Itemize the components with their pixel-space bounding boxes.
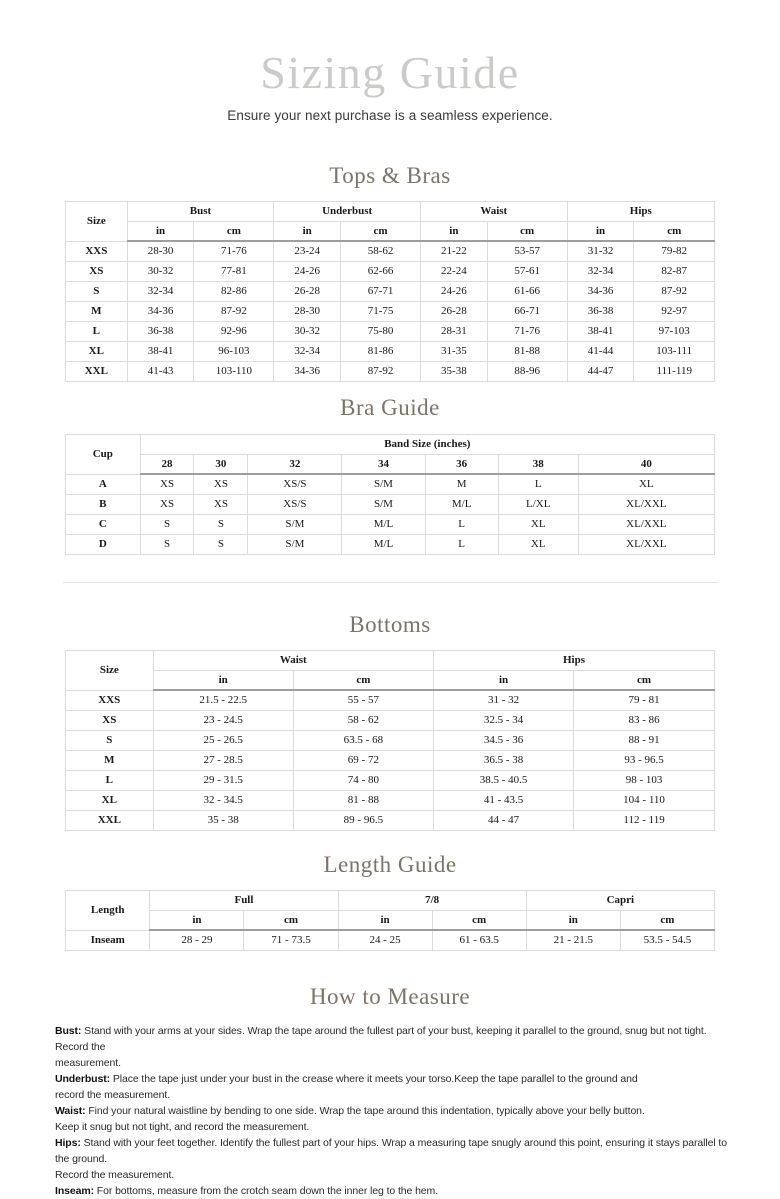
table-cell: S [140,514,194,534]
table-cell: 22-24 [420,261,487,281]
measure-item: Inseam: For bottoms, measure from the crotch seam down the inner leg to the hem. [55,1184,439,1197]
table-group-header: Underbust [274,201,421,221]
table-cell: L [498,474,578,494]
table-cell: M/L [342,534,425,554]
table-subheader-cell: in [150,910,244,930]
table-subheader-cell: in [420,221,487,241]
table-subheader-cell: cm [574,670,715,690]
table-cell: 24-26 [274,261,341,281]
table-cell: XS/S [248,474,342,494]
page-subtitle: Ensure your next purchase is a seamless experience. [227,107,553,123]
table-cell: 61-66 [487,281,567,301]
table-cell: 71-76 [487,321,567,341]
table-cell: 71 - 73.5 [244,930,338,950]
table-cell: 111-119 [634,361,715,381]
table-cell: 53.5 - 54.5 [620,930,714,950]
table-cell: 44-47 [567,361,634,381]
table-cell: 36-38 [127,321,194,341]
table-row [66,730,715,750]
section-heading-length-guide: Length Guide [323,851,457,877]
table-cell: 66-71 [487,301,567,321]
table-row [66,810,715,830]
table-subheader-row [66,454,715,474]
length-guide-table [65,890,715,951]
table-corner-header: Size [66,650,154,690]
table-cell: 81-86 [341,341,421,361]
section-bottoms [0,612,780,831]
section-heading-bottoms: Bottoms [349,611,431,637]
table-cell: 98 - 103 [574,770,715,790]
table-cell: 69 - 72 [293,750,433,770]
table-cell: L [425,514,498,534]
measure-item: Hips: Stand with your feet together. Identify the fullest part of your hips. Wrap a measuring tape snugly around this point, ensuring it stays parallel to the ground. Record the measurement. [55,1136,727,1181]
table-cell: 32-34 [127,281,194,301]
table-cell: M/L [342,514,425,534]
measure-item-label: Hips: [55,1136,81,1149]
table-cell: S/M [248,514,342,534]
table-cell: 81 - 88 [293,790,433,810]
table-group-header-row [66,201,715,221]
table-cell: 62-66 [341,261,421,281]
table-cell: 38-41 [127,341,194,361]
measure-item-label: Bust: [55,1024,82,1037]
table-group-header-row [66,434,715,454]
section-heading-tops-bras: Tops & Bras [329,162,451,188]
table-subheader-cell: in [338,910,432,930]
table-cell: 103-110 [194,361,274,381]
table-cell: 63.5 - 68 [293,730,433,750]
table-cell: 31-35 [420,341,487,361]
table-cell: S [140,534,194,554]
table-group-header: Waist [153,650,433,670]
row-label-cell: B [66,494,141,514]
table-corner-header: Size [66,201,128,241]
row-label-cell: L [66,321,128,341]
table-cell: 34-36 [274,361,341,381]
table-cell: 61 - 63.5 [432,930,526,950]
table-cell: 93 - 96.5 [574,750,715,770]
row-label-cell: S [66,730,154,750]
table-cell: 41-43 [127,361,194,381]
row-label-cell: XXS [66,690,154,710]
table-cell: S/M [248,534,342,554]
table-cell: M/L [425,494,498,514]
table-cell: 24 - 25 [338,930,432,950]
table-cell: 75-80 [341,321,421,341]
table-cell: XL/XXL [578,494,714,514]
table-cell: 31 - 32 [433,690,573,710]
page-title: Sizing Guide [260,47,520,98]
table-cell: 57-61 [487,261,567,281]
section-heading-bra-guide: Bra Guide [340,394,440,420]
table-cell: S [194,514,248,534]
bottoms-table [65,650,715,831]
row-label-cell: XS [66,710,154,730]
table-cell: M [425,474,498,494]
table-group-header: Hips [433,650,714,670]
table-cell: 83 - 86 [574,710,715,730]
table-cell: 21.5 - 22.5 [153,690,293,710]
table-group-header: Bust [127,201,274,221]
table-cell: XL [498,534,578,554]
table-cell: S [194,534,248,554]
table-cell: 38.5 - 40.5 [433,770,573,790]
section-divider [63,582,718,583]
table-subheader-cell: in [127,221,194,241]
table-row [66,261,715,281]
tops-bras-table [65,201,715,382]
section-heading-how-to-measure: How to Measure [309,983,471,1009]
table-cell: 87-92 [341,361,421,381]
table-row [66,474,715,494]
table-group-header: Band Size (inches) [140,434,714,454]
table-cell: XS [194,494,248,514]
table-subheader-cell: cm [341,221,421,241]
table-cell: 71-75 [341,301,421,321]
table-cell: 77-81 [194,261,274,281]
table-cell: 36-38 [567,301,634,321]
table-cell: 28-30 [274,301,341,321]
table-subheader-cell: 30 [194,454,248,474]
section-length-guide [0,852,780,951]
table-cell: 28-31 [420,321,487,341]
table-row [66,341,715,361]
table-subheader-cell: cm [194,221,274,241]
table-subheader-row [66,910,715,930]
table-cell: 32-34 [274,341,341,361]
table-cell: 32 - 34.5 [153,790,293,810]
table-group-header-row [66,890,715,910]
measure-item-label: Underbust: [55,1072,110,1085]
table-cell: 30-32 [274,321,341,341]
table-subheader-cell: in [567,221,634,241]
table-cell: XS [194,474,248,494]
table-cell: 92-96 [194,321,274,341]
table-subheader-cell: 28 [140,454,194,474]
table-subheader-cell: cm [293,670,433,690]
table-cell: 26-28 [274,281,341,301]
table-cell: XL/XXL [578,514,714,534]
table-row [66,281,715,301]
table-cell: 58-62 [341,241,421,261]
table-group-header: Full [150,890,338,910]
table-cell: 96-103 [194,341,274,361]
table-subheader-cell: cm [487,221,567,241]
table-cell: 21 - 21.5 [526,930,620,950]
table-subheader-cell: cm [634,221,715,241]
table-group-header: 7/8 [338,890,526,910]
table-cell: 53-57 [487,241,567,261]
table-subheader-cell: 34 [342,454,425,474]
table-cell: 35-38 [420,361,487,381]
table-cell: 58 - 62 [293,710,433,730]
row-label-cell: M [66,301,128,321]
table-group-header: Waist [420,201,567,221]
table-row [66,301,715,321]
table-cell: 79-82 [634,241,715,261]
table-subheader-cell: 36 [425,454,498,474]
row-label-cell: XXL [66,361,128,381]
table-cell: 24-26 [420,281,487,301]
table-cell: 88-96 [487,361,567,381]
table-row [66,494,715,514]
table-cell: 32.5 - 34 [433,710,573,730]
table-cell: 34.5 - 36 [433,730,573,750]
table-subheader-row [66,670,715,690]
table-subheader-cell: 38 [498,454,578,474]
table-cell: 34-36 [127,301,194,321]
row-label-cell: C [66,514,141,534]
table-cell: 103-111 [634,341,715,361]
table-cell: 30-32 [127,261,194,281]
row-label-cell: L [66,770,154,790]
table-cell: 27 - 28.5 [153,750,293,770]
row-label-cell: S [66,281,128,301]
table-cell: 82-87 [634,261,715,281]
table-cell: 23-24 [274,241,341,261]
row-label-cell: XL [66,341,128,361]
table-cell: XL [578,474,714,494]
table-group-header-row [66,650,715,670]
table-cell: S/M [342,494,425,514]
measure-item-label: Waist: [55,1104,86,1117]
table-cell: L [425,534,498,554]
table-row [66,710,715,730]
table-cell: 87-92 [634,281,715,301]
table-row [66,514,715,534]
table-row [66,690,715,710]
table-cell: XL [498,514,578,534]
measure-instructions [40,1023,740,1199]
table-row [66,534,715,554]
table-row [66,321,715,341]
table-cell: 88 - 91 [574,730,715,750]
table-cell: 67-71 [341,281,421,301]
table-cell: 44 - 47 [433,810,573,830]
row-label-cell: A [66,474,141,494]
table-cell: 21-22 [420,241,487,261]
measure-item: Bust: Stand with your arms at your sides. Wrap the tape around the fullest part of your bust, keeping it parallel to the ground, snug but not tight. Record the measurement. [55,1024,707,1069]
table-subheader-cell: in [153,670,293,690]
table-subheader-cell: 32 [248,454,342,474]
table-cell: 38-41 [567,321,634,341]
row-label-cell: D [66,534,141,554]
table-cell: 28-30 [127,241,194,261]
table-cell: 87-92 [194,301,274,321]
table-subheader-cell: cm [432,910,526,930]
table-subheader-cell: cm [620,910,714,930]
table-cell: 71-76 [194,241,274,261]
table-subheader-cell: in [274,221,341,241]
row-label-cell: M [66,750,154,770]
table-cell: 41 - 43.5 [433,790,573,810]
bra-guide-table [65,434,715,555]
table-cell: 104 - 110 [574,790,715,810]
row-label-cell: XS [66,261,128,281]
table-cell: 97-103 [634,321,715,341]
table-cell: 23 - 24.5 [153,710,293,730]
measure-item: Underbust: Place the tape just under your bust in the crease where it meets your torso.Keep the tape parallel to the ground and record the measurement. [55,1072,638,1101]
table-row [66,241,715,261]
table-cell: XS/S [248,494,342,514]
table-cell: 26-28 [420,301,487,321]
table-cell: 29 - 31.5 [153,770,293,790]
table-row [66,790,715,810]
table-corner-header: Cup [66,434,141,474]
table-cell: 32-34 [567,261,634,281]
table-cell: 41-44 [567,341,634,361]
table-cell: XL/XXL [578,534,714,554]
table-cell: S/M [342,474,425,494]
table-row [66,930,715,950]
section-tops-bras [0,163,780,382]
table-subheader-cell: cm [244,910,338,930]
table-cell: 79 - 81 [574,690,715,710]
section-bra-guide [0,395,780,555]
table-group-header: Capri [526,890,714,910]
table-cell: 28 - 29 [150,930,244,950]
section-how-to-measure [0,984,780,1199]
table-corner-header: Length [66,890,150,930]
measure-item-label: Inseam: [55,1184,94,1197]
table-cell: 36.5 - 38 [433,750,573,770]
table-subheader-cell: in [526,910,620,930]
table-cell: 82-86 [194,281,274,301]
table-cell: 35 - 38 [153,810,293,830]
table-subheader-row [66,221,715,241]
table-cell: 31-32 [567,241,634,261]
table-cell: L/XL [498,494,578,514]
table-cell: 25 - 26.5 [153,730,293,750]
row-label-cell: Inseam [66,930,150,950]
table-subheader-cell: in [433,670,573,690]
row-label-cell: XL [66,790,154,810]
table-cell: XS [140,494,194,514]
table-row [66,770,715,790]
table-cell: 74 - 80 [293,770,433,790]
table-cell: 55 - 57 [293,690,433,710]
table-cell: 81-88 [487,341,567,361]
measure-item: Waist: Find your natural waistline by bending to one side. Wrap the tape around this indentation, typically above your belly button. Keep it snug but not tight, and record the measurement. [55,1104,645,1133]
table-cell: 112 - 119 [574,810,715,830]
row-label-cell: XXS [66,241,128,261]
table-cell: 34-36 [567,281,634,301]
table-cell: XS [140,474,194,494]
table-group-header: Hips [567,201,714,221]
row-label-cell: XXL [66,810,154,830]
table-cell: 92-97 [634,301,715,321]
table-cell: 89 - 96.5 [293,810,433,830]
table-row [66,750,715,770]
table-subheader-cell: 40 [578,454,714,474]
table-row [66,361,715,381]
